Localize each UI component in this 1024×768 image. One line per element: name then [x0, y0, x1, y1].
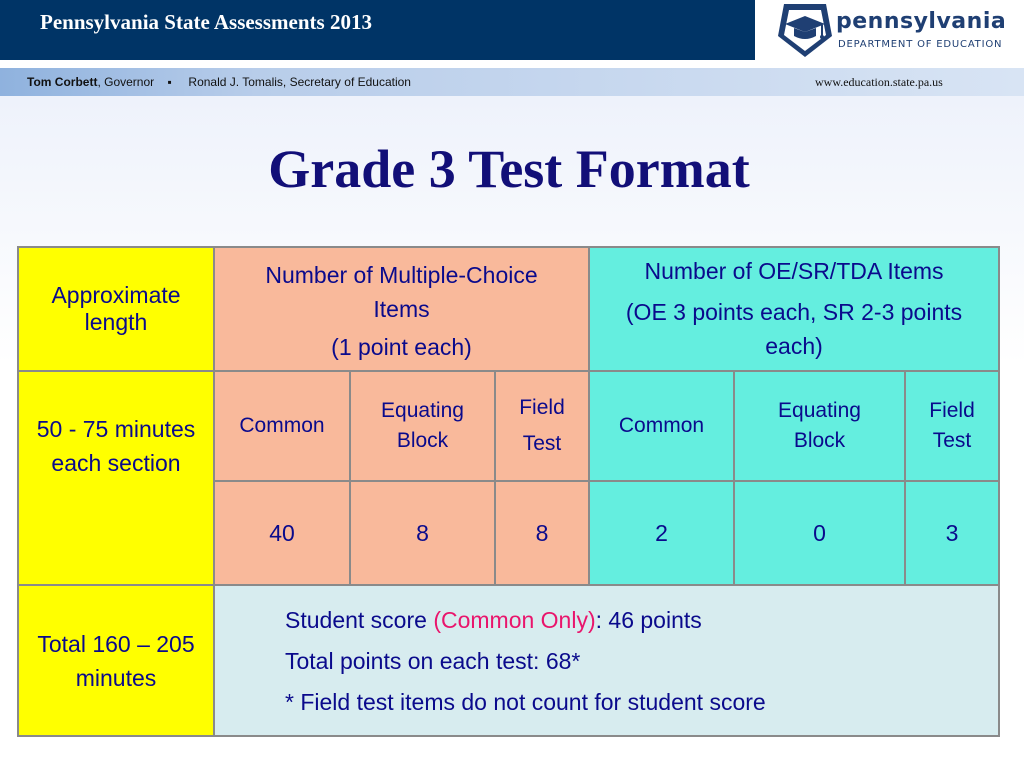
total-time: Total 160 – 205 minutes	[18, 585, 214, 736]
subheader-row	[18, 371, 999, 481]
multiple-choice-header	[214, 247, 589, 371]
time-each-text: 50 - 75 minutes each section	[36, 416, 196, 476]
score-suffix: : 46 points	[595, 607, 702, 633]
common-only-highlight: (Common Only)	[433, 607, 596, 633]
website-link[interactable]: www.education.state.pa.us	[815, 75, 943, 89]
total-points-line: Total points on each test: 68*	[285, 648, 581, 674]
score-prefix: Student score	[285, 607, 434, 633]
logo-department: DEPARTMENT OF EDUCATION	[838, 39, 1003, 50]
mc-common-header: Common	[214, 371, 350, 481]
oe-equating-value: 0	[734, 481, 905, 585]
mc-header-text: Number of Multiple-Choice Items	[265, 262, 538, 322]
officials-bar	[0, 68, 1024, 96]
oe-field-test-value: 3	[905, 481, 999, 585]
approx-length-label: Approximate length	[51, 282, 181, 335]
test-format-table	[17, 246, 1000, 737]
table-header-row	[18, 247, 999, 371]
slide-title: Grade 3 Test Format	[268, 139, 750, 199]
bullet-separator: ▪	[167, 75, 172, 89]
governor-role: , Governor	[97, 75, 155, 89]
mc-subheader-text: (1 point each)	[331, 334, 472, 360]
oe-sr-tda-header	[589, 247, 999, 371]
totals-row	[18, 585, 999, 736]
oe-field-test-header: Field Test	[905, 371, 999, 481]
time-each-section	[18, 371, 214, 585]
pa-education-logo	[770, 0, 1024, 60]
header-bar	[0, 0, 755, 60]
keystone-graduation-cap-icon	[776, 2, 834, 58]
oe-equating-block-header: Equating Block	[734, 371, 905, 481]
oe-subheader-text: (OE 3 points each, SR 2-3 points each)	[625, 299, 963, 359]
mc-field-test-header: Field Test	[495, 371, 589, 481]
governor-name: Tom Corbett	[27, 75, 98, 89]
oe-common-header: Common	[589, 371, 734, 481]
student-score-line	[285, 604, 998, 637]
header-title: Pennsylvania State Assessments 2013	[40, 10, 372, 34]
score-summary	[214, 585, 999, 736]
oe-header-text: Number of OE/SR/TDA Items	[644, 258, 944, 284]
officials-text	[27, 75, 411, 89]
oe-common-value: 2	[589, 481, 734, 585]
header-divider	[0, 60, 1024, 68]
secretary-text: Ronald J. Tomalis, Secretary of Education	[188, 75, 411, 89]
mc-equating-value: 8	[350, 481, 495, 585]
mc-equating-block-header: Equating Block	[350, 371, 495, 481]
logo-name: pennsylvania	[836, 9, 1007, 34]
mc-field-test-value: 8	[495, 481, 589, 585]
mc-common-value: 40	[214, 481, 350, 585]
field-test-footnote: * Field test items do not count for student score	[285, 689, 766, 715]
approx-length-header	[18, 247, 214, 371]
